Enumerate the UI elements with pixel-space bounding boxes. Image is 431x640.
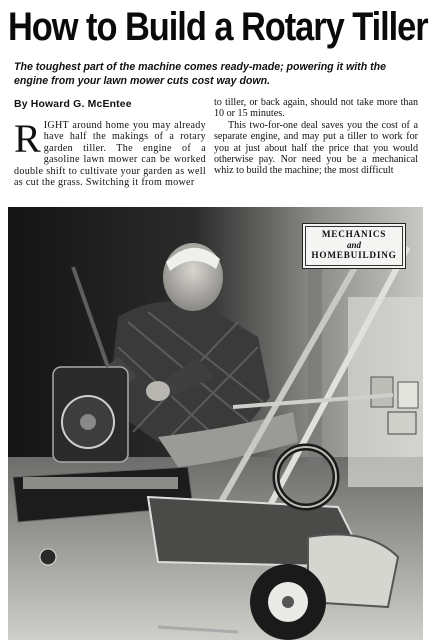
article-byline: By Howard G. McEntee (14, 99, 132, 110)
article-headline: How to Build a Rotary Tiller (8, 5, 428, 49)
article-deck: The toughest part of the machine comes ready-made; powering it with the engine from your lawn mower cuts cost way down. (14, 61, 387, 87)
body-paragraph: to tiller, or back again, should not take more than 10 or 15 minutes. (214, 97, 418, 120)
body-column-right (214, 97, 418, 177)
body-text-left: IGHT around home you may already have half the makings of a rotary garden tiller. The engine of a gasoline lawn mower can be worked double shift to cultivate your garden as well as cut the grass. Switching it from mower (14, 120, 206, 189)
badge-line-and: and (346, 240, 361, 250)
body-paragraph: This two-for-one deal saves you the cost of a separate engine, and may put a tiller to work for you at just about half the price that you would otherwise pay. Nor need you be a mechanical whiz to build the machine; the most difficult (214, 119, 418, 177)
section-badge (302, 223, 406, 269)
badge-line-homebuilding: HOMEBUILDING (311, 250, 397, 260)
badge-line-mechanics: MECHANICS (321, 229, 387, 239)
drop-cap: R (14, 116, 41, 161)
body-column-left (14, 116, 206, 189)
photo-illustration (8, 207, 423, 640)
article-photo (8, 207, 423, 640)
